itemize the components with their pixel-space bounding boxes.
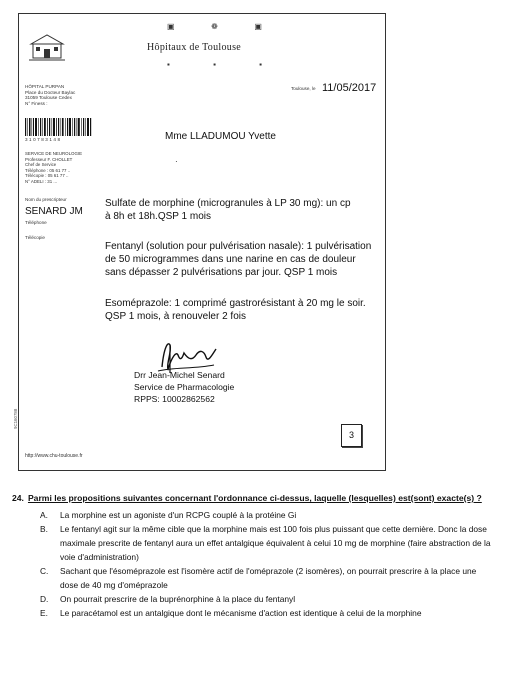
question-text: Parmi les propositions suivantes concernant l'ordonnance ci-dessus, laquelle (lesquelles) est(sont) exacte(s) ?	[27, 493, 482, 503]
option-letter: C.	[40, 566, 49, 576]
service-info: SERVICE DE NEUROLOGIE Professeur F. CHOLLET Chef de Service Téléphone : 05 61 77 .. Télécopie : 05 61 77 .. N° ADELI : 31 ...	[25, 151, 83, 184]
medication-fentanyl: Fentanyl (solution pour pulvérisation nasale): 1 pulvérisation de 50 microgrammes dans une narine en cas de douleur sans dépasser 2 pulvérisations par jour. QSP 1 mois	[105, 241, 372, 278]
barcode-icon	[25, 118, 93, 136]
option-e[interactable]	[40, 606, 498, 620]
barcode-number: 310783148	[25, 137, 62, 142]
option-text: La morphine est un agoniste d'un RCPG couplé à la protéine Gi	[60, 510, 297, 520]
page-number-box: 3	[341, 424, 362, 447]
mark-dot: ·	[175, 157, 178, 166]
option-text: Le paracétamol est un antalgique dont le mécanisme d'action est identique à celui de la morphine	[60, 608, 422, 618]
header-emblems-top	[167, 22, 262, 31]
emblem-icon: ▣	[167, 22, 175, 31]
doctor-service: Service de Pharmacologie	[134, 382, 235, 392]
hospital-building-logo	[29, 32, 65, 62]
option-text: Le fentanyl agit sur la même cible que la morphine mais est 100 fois plus puissant que cette dernière. Donc la dose maximale prescrite de fentanyl aura un effet antalgique équivalent à celui 10 mg de morphine (faire abstraction de la voie d'administration)	[60, 524, 491, 562]
emblem-icon: ▣	[254, 22, 262, 31]
prescriber-name: SENARD JM	[25, 206, 83, 217]
option-text: On pourrait prescrire de la buprénorphine à la place du fentanyl	[60, 594, 296, 604]
prescription-date: 11/05/2017	[322, 82, 377, 94]
fax-label: Télécopie	[25, 235, 45, 240]
side-code: 9C160788	[13, 408, 18, 429]
emblem-icon: ❁	[211, 22, 218, 31]
emblem-icon: ▪	[213, 60, 216, 69]
option-letter: A.	[40, 510, 48, 520]
date-label: Toulouse, le	[291, 86, 316, 91]
website-link[interactable]: http://www.chu-toulouse.fr	[25, 453, 83, 459]
option-a[interactable]	[40, 508, 498, 522]
medication-morphine: Sulfate de morphine (microgranules à LP 30 mg): un cp à 8h et 18h.QSP 1 mois	[105, 198, 351, 222]
hospital-address: HÔPITAL PURPAN Place du Docteur Baylac 31059 Toulouse Cedex N° Finess :	[25, 84, 76, 106]
header-emblems-bottom	[167, 60, 262, 69]
hospital-name: Hôpitaux de Toulouse	[147, 42, 241, 53]
option-letter: D.	[40, 594, 49, 604]
question-block	[12, 492, 498, 620]
doctor-name: Drr Jean-Michel Senard	[134, 370, 225, 380]
option-d[interactable]	[40, 592, 498, 606]
question-title	[12, 492, 498, 504]
emblem-icon: ▪	[167, 60, 170, 69]
emblem-icon: ▪	[259, 60, 262, 69]
option-letter: E.	[40, 608, 48, 618]
option-c[interactable]	[40, 564, 498, 592]
doctor-rpps: RPPS: 10002862562	[134, 394, 215, 404]
patient-name: Mme LLADUMOU Yvette	[165, 131, 276, 142]
prescription-document	[13, 13, 386, 471]
option-text: Sachant que l'ésoméprazole est l'isomère actif de l'oméprazole (2 isomères), on pourrait prescrire à la place une dose de 40 mg d'oméprazole	[60, 566, 477, 590]
question-number: 24.	[12, 493, 24, 503]
answer-options	[40, 508, 498, 620]
prescriber-label: Nom du prescripteur	[25, 197, 67, 202]
medication-esomeprazole: Esoméprazole: 1 comprimé gastrorésistant à 20 mg le soir. QSP 1 mois, à renouveler 2 fois	[105, 298, 366, 322]
telephone-label: Téléphone	[25, 220, 47, 225]
option-letter: B.	[40, 524, 48, 534]
option-b[interactable]	[40, 522, 498, 564]
